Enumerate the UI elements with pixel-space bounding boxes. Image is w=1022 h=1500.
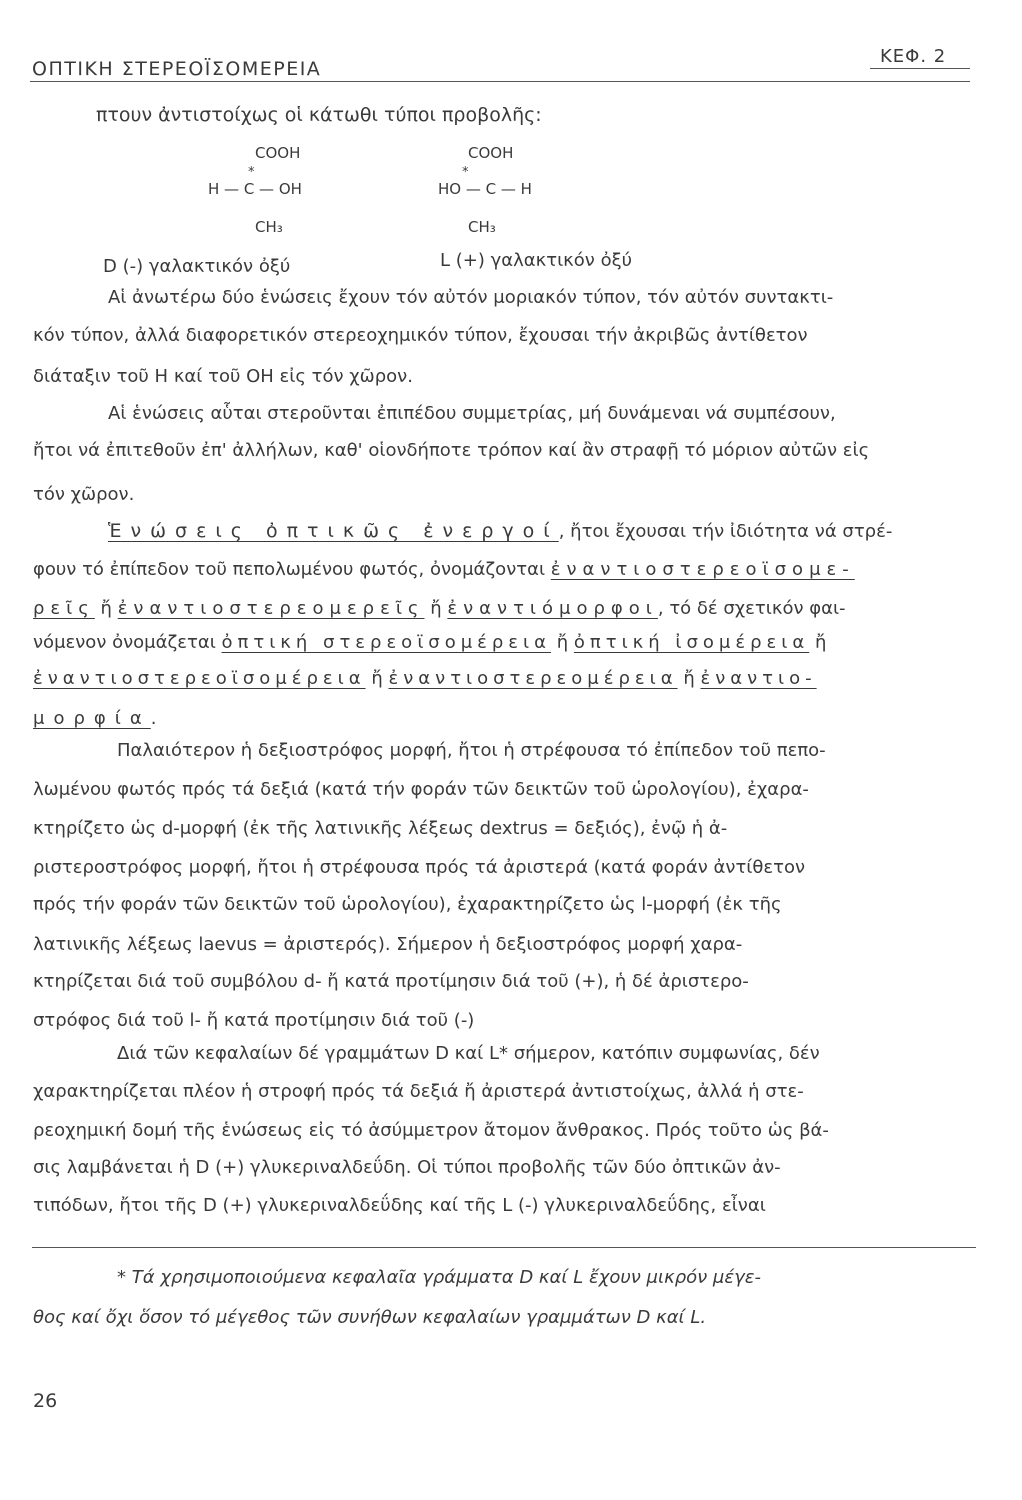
- text-line-21: στρόφος διά τοῦ l- ἤ κατά προτίμησιν διά τοῦ (-): [33, 1010, 475, 1031]
- term-enantiomorphism: ἐναντιο-: [700, 668, 817, 689]
- text-fragment: φουν τό ἐπίπεδον τοῦ πεπολωμένου φωτός, ὀνομάζονται: [33, 559, 551, 580]
- text-line-9: [33, 559, 855, 580]
- text-line-16: κτηρίζετο ὡς d-μορφή (ἐκ τῆς λατινικῆς λέξεως dextrus = δεξιός), ἐνῷ ἡ ἀ-: [33, 818, 728, 839]
- formula-d-lactic: [200, 140, 400, 270]
- footnote-rule: [32, 1247, 976, 1248]
- text-line-2: Αἱ ἀνωτέρω δύο ἑνώσεις ἔχουν τόν αὐτόν μοριακόν τύπον, τόν αὐτόν συντακτι-: [108, 287, 834, 308]
- text-line-10: [33, 598, 846, 619]
- text-line-18: πρός τήν φοράν τῶν δεικτῶν τοῦ ὡρολογίου), ἐχαρακτηρίζετο ὡς l-μορφή (ἐκ τῆς: [33, 894, 782, 915]
- text-line-24: ρεοχημική δομή τῆς ἑνώσεως εἰς τό ἀσύμμετρον ἄτομον ἄνθρακος. Πρός τοῦτο ὡς βά-: [33, 1120, 829, 1141]
- text-line-22: Διά τῶν κεφαλαίων δέ γραμμάτων D καί L* σήμερον, κατόπιν συμφωνίας, δέν: [117, 1043, 820, 1064]
- text-line-19: λατινικῆς λέξεως laevus = ἀριστερός). Σήμερον ἡ δεξιοστρόφος μορφή χαρα-: [33, 934, 743, 955]
- text-fragment: ἤ: [100, 598, 112, 619]
- text-line-25: σις λαμβάνεται ἡ D (+) γλυκεριναλδεΰδη. Οἱ τύποι προβολῆς τῶν δύο ὀπτικῶν ἀν-: [33, 1157, 781, 1178]
- text-fragment: ἤ: [371, 668, 383, 689]
- text-line-3: κόν τύπον, ἀλλά διαφορετικόν στερεοχημικόν τύπον, ἔχουσαι τήν ἀκριβῶς ἀντίθετον: [33, 325, 808, 346]
- formula-bottom: CH₃: [468, 218, 496, 236]
- text-line-5: Αἱ ἑνώσεις αὗται στεροῦνται ἐπιπέδου συμμετρίας, μή δυνάμεναι νά συμπέσουν,: [108, 403, 836, 424]
- formula-caption-left: D (-) γαλακτικόν ὀξύ: [103, 256, 291, 277]
- chapter-label: ΚΕΦ. 2: [880, 46, 947, 67]
- footnote-line-2: θος καί ὄχι ὅσον τό μέγεθος τῶν συνήθων κεφαλαίων γραμμάτων D καί L.: [33, 1307, 707, 1328]
- formula-top: COOH: [255, 144, 301, 162]
- text-line-1: πτουν ἀντιστοίχως οἱ κάτωθι τύποι προβολῆς:: [96, 104, 542, 126]
- term-optical-isomerism: ὀπτική ἰσομέρεια: [573, 632, 810, 653]
- term-optical-stereoisomerism: ὀπτική στερεοϊσομέρεια: [221, 632, 551, 653]
- term-enantiomorphism-cont: μορφία: [33, 708, 151, 729]
- chiral-star: *: [462, 165, 469, 180]
- text-line-7: τόν χῶρον.: [33, 484, 135, 505]
- text-line-20: κτηρίζεται διά τοῦ συμβόλου d- ἤ κατά προτίμησιν διά τοῦ (+), ἡ δέ ἀριστερο-: [33, 971, 749, 992]
- page-number: 26: [33, 1390, 58, 1412]
- text-fragment: ἤ: [814, 632, 827, 653]
- formula-top: COOH: [468, 144, 514, 162]
- text-line-23: χαρακτηρίζεται πλέον ἡ στροφή πρός τά δεξιά ἤ ἀριστερά ἀντιστοίχως, ἀλλά ἡ στε-: [33, 1081, 804, 1102]
- chiral-star: *: [248, 165, 255, 180]
- term-enantiostereoisomerism: ἐναντιοστερεοϊσομέρεια: [33, 668, 366, 689]
- term-enantiostereoisomers: ἐναντιοστερεοϊσομε-: [550, 559, 855, 580]
- text-fragment: νόμενον ὀνομάζεται: [33, 632, 222, 653]
- text-fragment: , ἤτοι ἔχουσαι τήν ἰδιότητα νά στρέ-: [558, 521, 893, 542]
- term-enantiomorphs: ἐναντιόμορφοι: [447, 598, 658, 619]
- text-line-6: ἤτοι νά ἐπιτεθοῦν ἐπ' ἀλλήλων, καθ' οἱονδήποτε τρόπον καί ἂν στραφῇ τό μόριον αὐτῶν εἰς: [33, 440, 870, 461]
- formula-bottom: CH₃: [255, 218, 283, 236]
- text-fragment: ἤ: [683, 668, 695, 689]
- header-rule: [30, 81, 970, 82]
- text-line-17: ριστεροστρόφος μορφή, ἤτοι ἡ στρέφουσα πρός τά ἀριστερά (κατά φοράν ἀντίθετον: [33, 857, 806, 878]
- term-optical-compounds: Ἑνώσεις ὀπτικῶς ἐνεργοί: [108, 520, 559, 542]
- text-fragment: ἤ: [430, 598, 442, 619]
- formula-caption-right: L (+) γαλακτικόν ὀξύ: [440, 250, 633, 271]
- term-enantiostereoisomers-cont: ρεῖς: [33, 598, 95, 619]
- text-line-26: τιπόδων, ἤτοι τῆς D (+) γλυκεριναλδεΰδης καί τῆς L (-) γλυκεριναλδεΰδης, εἶναι: [33, 1195, 766, 1216]
- running-title: ΟΠΤΙΚΗ ΣΤΕΡΕΟΪΣΟΜΕΡΕΙΑ: [32, 58, 322, 80]
- text-line-4: διάταξιν τοῦ H καί τοῦ OH εἰς τόν χῶρον.: [33, 366, 413, 387]
- header-rule-short: [870, 68, 970, 69]
- text-line-12: [33, 668, 817, 689]
- text-line-13: [33, 708, 156, 729]
- text-fragment: ἤ: [556, 632, 569, 653]
- text-line-14: Παλαιότερον ἡ δεξιοστρόφος μορφή, ἤτοι ἡ στρέφουσα τό ἐπίπεδον τοῦ πεπο-: [117, 740, 826, 761]
- footnote-line-1: * Τά χρησιμοποιούμενα κεφαλαῖα γράμματα D καί L ἔχουν μικρόν μέγε-: [117, 1267, 761, 1288]
- formula-middle: HO — C — H: [438, 180, 532, 198]
- text-fragment: .: [150, 708, 157, 729]
- text-line-8: [108, 520, 892, 542]
- text-fragment: , τό δέ σχετικόν φαι-: [657, 598, 846, 619]
- text-line-11: [33, 632, 826, 653]
- text-line-15: λωμένου φωτός πρός τά δεξιά (κατά τήν φοράν τῶν δεικτῶν τοῦ ὡρολογίου), ἐχαρα-: [33, 779, 809, 800]
- formula-middle: H — C — OH: [208, 180, 302, 198]
- term-enantiostereomerism: ἐναντιοστερεομέρεια: [388, 668, 678, 689]
- term-enantiostereomers: ἐναντιοστερεομερεῖς: [117, 598, 425, 619]
